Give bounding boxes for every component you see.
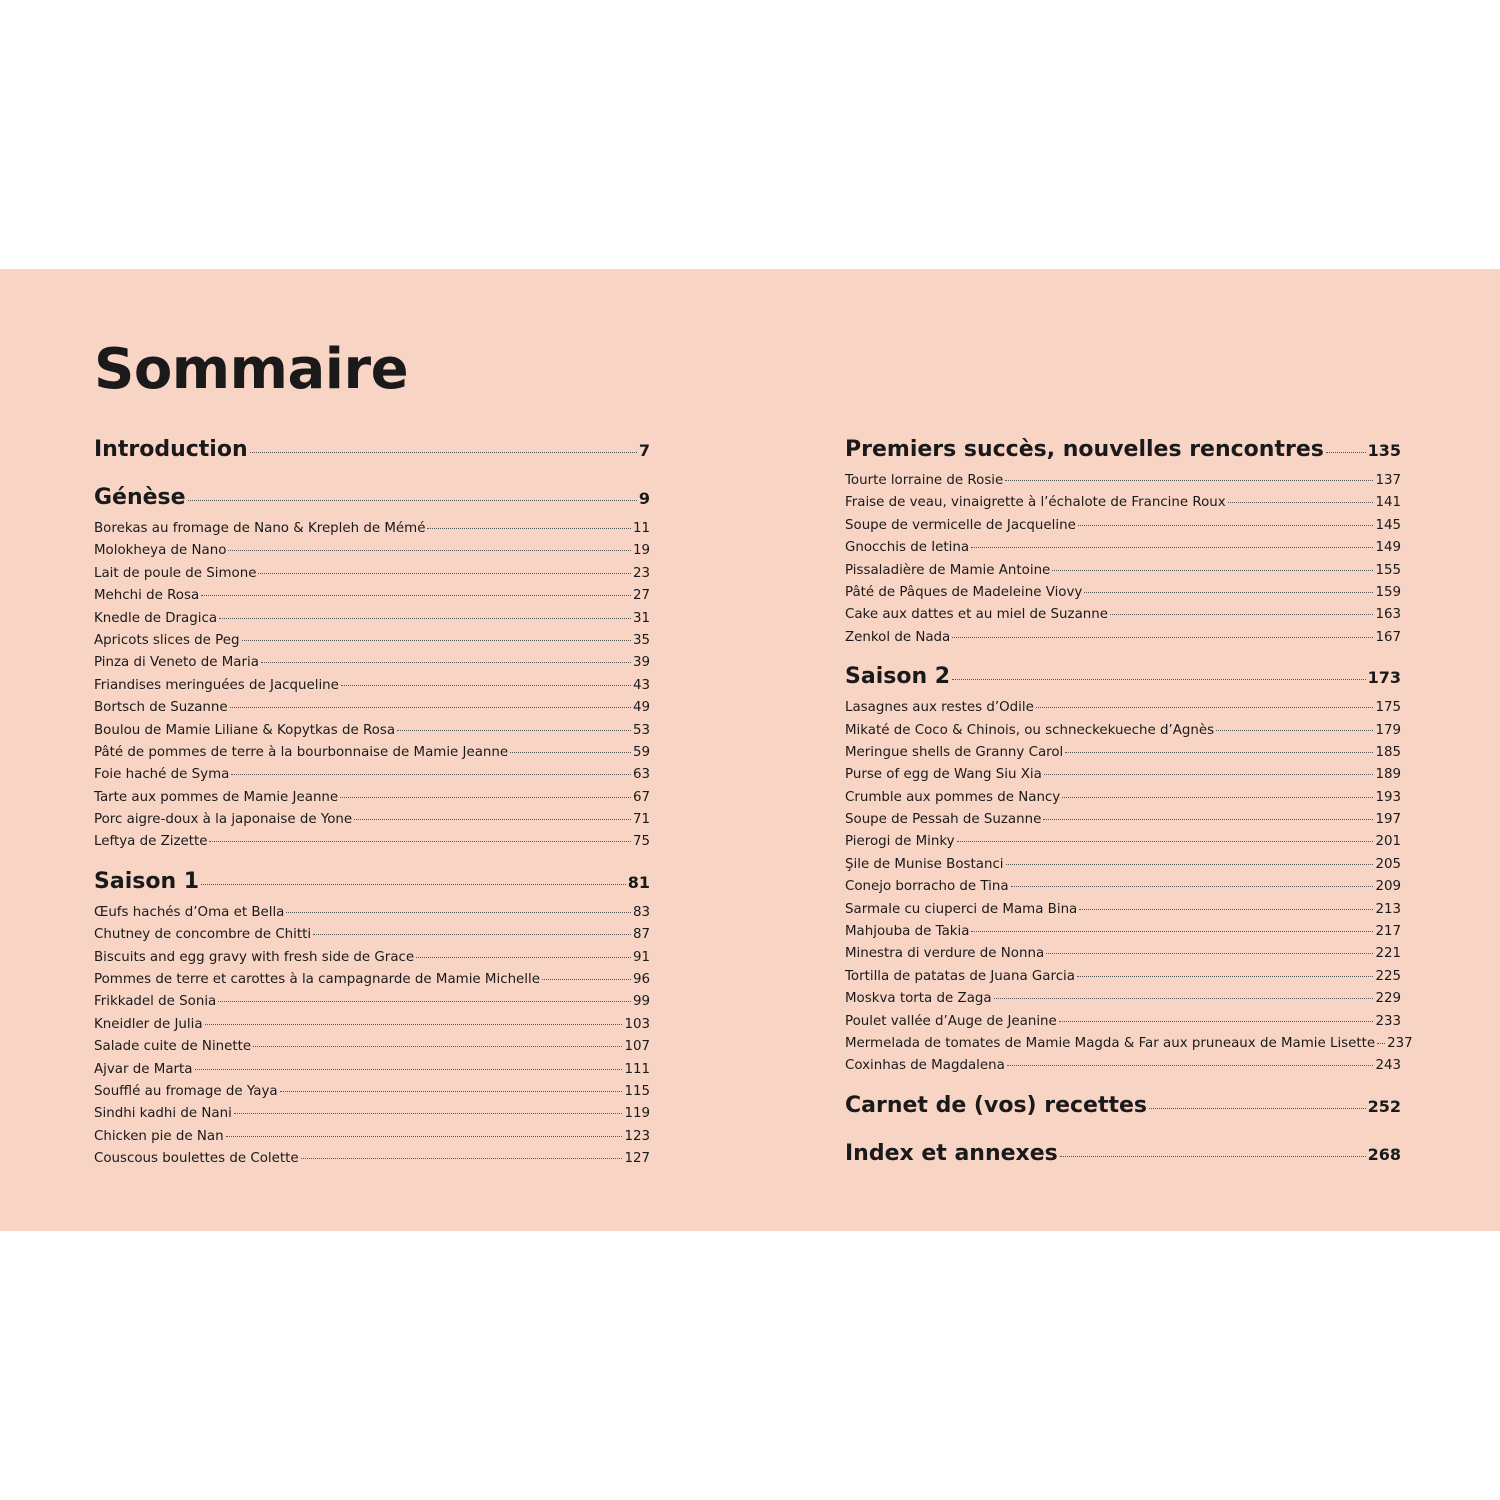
- dot-leader: [261, 662, 631, 663]
- toc-entry: [845, 1014, 1401, 1036]
- page-number: 233: [1375, 1013, 1401, 1029]
- dot-leader: [253, 1046, 622, 1047]
- toc-entry: [94, 566, 650, 588]
- page-number: 53: [632, 722, 650, 738]
- page-number: 123: [624, 1128, 650, 1144]
- entry-title: Mehchi de Rosa: [94, 588, 200, 604]
- page-number: 175: [1375, 700, 1401, 716]
- dot-leader: [188, 500, 637, 501]
- dot-leader: [427, 528, 631, 529]
- page-number: 193: [1375, 789, 1401, 805]
- page-number: 268: [1367, 1144, 1401, 1164]
- entry-title: Fraise de veau, vinaigrette à l’échalote de Francine Roux: [845, 495, 1226, 511]
- dot-leader: [952, 637, 1373, 638]
- toc-section-heading: [845, 664, 1401, 700]
- dot-leader: [205, 1024, 623, 1025]
- toc-section: [94, 869, 650, 1174]
- dot-leader: [1216, 730, 1373, 731]
- dot-leader: [1062, 797, 1373, 798]
- dot-leader: [1006, 864, 1374, 865]
- toc-section-heading: [845, 437, 1401, 473]
- dot-leader: [258, 573, 630, 574]
- toc-entry: [94, 1151, 650, 1173]
- dot-leader: [340, 797, 631, 798]
- entry-title: Friandises meringuées de Jacqueline: [94, 677, 339, 693]
- page-number: 96: [632, 972, 650, 988]
- toc-section-heading: [94, 869, 650, 905]
- dot-leader: [218, 1001, 631, 1002]
- toc-entry: [94, 611, 650, 633]
- toc-entry: [94, 1017, 650, 1039]
- entry-title: Conejo borracho de Tina: [845, 879, 1009, 895]
- entry-title: Pinza di Veneto de Maria: [94, 655, 259, 671]
- dot-leader: [1110, 614, 1373, 615]
- entry-title: Tarte aux pommes de Mamie Jeanne: [94, 789, 339, 805]
- page-number: 137: [1375, 473, 1401, 488]
- section-title: Introduction: [94, 437, 248, 462]
- toc-section-heading: [94, 485, 650, 521]
- toc-section-heading: [845, 1093, 1401, 1129]
- entry-title: Purse of egg de Wang Siu Xia: [845, 767, 1042, 783]
- toc-right-column: [845, 437, 1413, 1189]
- toc-section: [94, 485, 650, 857]
- page-number: 39: [632, 655, 650, 671]
- entry-title: Pommes de terre et carottes à la campagnarde de Mamie Michelle: [94, 972, 540, 988]
- entry-title: Bortsch de Suzanne: [94, 700, 228, 716]
- toc-entry: [845, 540, 1401, 562]
- toc-entry: [845, 1035, 1413, 1058]
- entry-title: Tourte lorraine de Rosie: [845, 473, 1004, 488]
- toc-entry: [845, 607, 1401, 629]
- page-number: 81: [627, 872, 650, 892]
- toc-section: [845, 664, 1413, 1081]
- entry-title: Lasagnes aux restes d’Odile: [845, 700, 1034, 716]
- toc-left-column: [94, 437, 650, 1186]
- toc-entry: [94, 633, 650, 655]
- page-number: 111: [624, 1061, 650, 1077]
- dot-leader: [280, 1091, 623, 1092]
- toc-entry: [94, 834, 650, 856]
- entry-title: Leftya de Zizette: [94, 834, 208, 850]
- entry-title: Tortilla de patatas de Juana Garcia: [845, 968, 1075, 984]
- entry-title: Œufs hachés d’Oma et Bella: [94, 904, 285, 920]
- page-number: 9: [638, 489, 650, 508]
- dot-leader: [1005, 480, 1373, 481]
- toc-entry: [845, 924, 1401, 946]
- page-number: 145: [1375, 517, 1401, 533]
- toc-entry: [94, 678, 650, 700]
- toc-entry: [845, 1058, 1401, 1080]
- entry-title: Gnocchis de Ietina: [845, 540, 970, 556]
- toc-entry: [94, 1039, 650, 1061]
- entry-title: Pâté de pommes de terre à la bourbonnaise de Mamie Jeanne: [94, 744, 509, 760]
- page-number: 27: [632, 588, 650, 604]
- dot-leader: [1078, 525, 1374, 526]
- toc-entry: [845, 902, 1401, 924]
- dot-leader: [231, 774, 631, 775]
- entry-title: Coxinhas de Magdalena: [845, 1058, 1005, 1074]
- page-number: 173: [1367, 668, 1401, 688]
- toc-entry: [94, 723, 650, 745]
- page-number: 185: [1375, 744, 1401, 760]
- page-number: 67: [632, 789, 650, 805]
- toc-section-heading: [94, 437, 650, 473]
- page-number: 107: [624, 1039, 650, 1055]
- entry-title: Salade cuite de Ninette: [94, 1039, 252, 1055]
- entry-title: Minestra di verdure de Nonna: [845, 946, 1045, 962]
- entry-title: Zenkol de Nada: [845, 629, 951, 645]
- entry-title: Soufflé au fromage de Yaya: [94, 1083, 278, 1099]
- toc-entry: [94, 994, 650, 1016]
- toc-entry: [845, 630, 1401, 652]
- entry-title: Sindhi kadhi de Nani: [94, 1106, 232, 1122]
- dot-leader: [301, 1158, 623, 1159]
- toc-entry: [94, 972, 650, 994]
- dot-leader: [1377, 1043, 1385, 1044]
- page-number: 237: [1387, 1035, 1413, 1051]
- dot-leader: [1007, 1065, 1374, 1066]
- toc-entry: [94, 700, 650, 722]
- page-number: 43: [632, 677, 650, 693]
- toc-entry: [845, 585, 1401, 607]
- toc-entry: [845, 812, 1401, 834]
- entry-title: Chutney de concombre de Chitti: [94, 927, 312, 943]
- entry-title: Knedle de Dragica: [94, 610, 218, 626]
- entry-title: Borekas au fromage de Nano & Krepleh de Mémé: [94, 521, 426, 536]
- toc-entry: [94, 927, 650, 949]
- dot-leader: [201, 595, 631, 596]
- dot-leader: [230, 707, 631, 708]
- entry-title: Couscous boulettes de Colette: [94, 1151, 299, 1167]
- dot-leader: [354, 819, 631, 820]
- page-number: 11: [632, 521, 650, 536]
- dot-leader: [1077, 976, 1373, 977]
- page-number: 115: [624, 1083, 650, 1099]
- entry-title: Lait de poule de Simone: [94, 565, 257, 581]
- dot-leader: [1052, 570, 1373, 571]
- dot-leader: [510, 752, 631, 753]
- page-number: 167: [1375, 629, 1401, 645]
- page-number: 189: [1375, 767, 1401, 783]
- page-number: 63: [632, 767, 650, 783]
- page-number: 7: [638, 441, 650, 460]
- toc-section: [845, 1093, 1401, 1129]
- page-number: 205: [1375, 856, 1401, 872]
- entry-title: Crumble aux pommes de Nancy: [845, 789, 1061, 805]
- dot-leader: [341, 685, 631, 686]
- section-title: Premiers succès, nouvelles rencontres: [845, 437, 1324, 462]
- dot-leader: [195, 1069, 623, 1070]
- toc-entry: [845, 473, 1401, 495]
- toc-entry: [94, 950, 650, 972]
- entry-title: Kneidler de Julia: [94, 1016, 203, 1032]
- dot-leader: [313, 934, 631, 935]
- dot-leader: [1046, 953, 1373, 954]
- section-title: Saison 2: [845, 664, 951, 690]
- page-number: 225: [1375, 968, 1401, 984]
- dot-leader: [1079, 909, 1373, 910]
- page-number: 252: [1367, 1096, 1401, 1116]
- dot-leader: [1044, 774, 1374, 775]
- entry-title: Meringue shells de Granny Carol: [845, 744, 1064, 760]
- entry-title: Cake aux dattes et au miel de Suzanne: [845, 607, 1108, 623]
- toc-entry: [94, 905, 650, 927]
- dot-leader: [1043, 819, 1373, 820]
- toc-entry: [845, 991, 1401, 1013]
- entry-title: Boulou de Mamie Liliane & Kopytkas de Rosa: [94, 722, 396, 738]
- entry-title: Mikaté de Coco & Chinois, ou schneckekueche d’Agnès: [845, 722, 1215, 738]
- dot-leader: [542, 979, 631, 980]
- toc-section: [94, 437, 650, 473]
- toc-entry: [94, 1084, 650, 1106]
- toc-entry: [94, 543, 650, 565]
- dot-leader: [1060, 1156, 1366, 1157]
- dot-leader: [397, 730, 631, 731]
- entry-title: Frikkadel de Sonia: [94, 994, 217, 1010]
- toc-entry: [94, 1106, 650, 1128]
- entry-title: Ajvar de Marta: [94, 1061, 193, 1077]
- dot-leader: [286, 912, 631, 913]
- page-number: 197: [1375, 812, 1401, 828]
- page-number: 149: [1375, 540, 1401, 556]
- page-number: 119: [624, 1106, 650, 1122]
- toc-entry: [845, 767, 1401, 789]
- dot-leader: [226, 1136, 623, 1137]
- page-number: 179: [1375, 722, 1401, 738]
- entry-title: Soupe de Pessah de Suzanne: [845, 812, 1042, 828]
- toc-entry: [845, 879, 1401, 901]
- section-title: Saison 1: [94, 868, 200, 894]
- toc-entry: [94, 767, 650, 789]
- page-number: 71: [632, 812, 650, 828]
- entry-title: Poulet vallée d’Auge de Jeanine: [845, 1013, 1057, 1029]
- page-number: 59: [632, 744, 650, 760]
- toc-entry: [845, 745, 1401, 767]
- dot-leader: [971, 931, 1373, 932]
- page-number: 99: [632, 994, 650, 1010]
- entry-title: Moskva torta de Zaga: [845, 991, 992, 1007]
- dot-leader: [201, 884, 626, 885]
- dot-leader: [209, 841, 630, 842]
- entry-title: Chicken pie de Nan: [94, 1128, 224, 1144]
- entry-title: Mahjouba de Takia: [845, 924, 970, 940]
- toc-entry: [94, 655, 650, 677]
- entry-title: Şile de Munise Bostanci: [845, 856, 1004, 872]
- toc-entry: [845, 495, 1401, 517]
- toc-entry: [845, 700, 1401, 722]
- dot-leader: [1011, 886, 1374, 887]
- section-title: Carnet de (vos) recettes: [845, 1092, 1148, 1118]
- page-number: 209: [1375, 879, 1401, 895]
- dot-leader: [416, 957, 631, 958]
- page-number: 103: [624, 1016, 650, 1032]
- page-number: 75: [632, 834, 650, 850]
- dot-leader: [1059, 1021, 1374, 1022]
- page-number: 141: [1375, 495, 1401, 511]
- page-number: 217: [1375, 924, 1401, 940]
- dot-leader: [994, 998, 1374, 999]
- toc-section: [845, 1141, 1401, 1177]
- entry-title: Pissaladière de Mamie Antoine: [845, 562, 1051, 578]
- dot-leader: [1065, 752, 1373, 753]
- entry-title: Porc aigre-doux à la japonaise de Yone: [94, 812, 353, 828]
- toc-entry: [845, 857, 1401, 879]
- toc-entry: [94, 521, 650, 543]
- page-number: 23: [632, 565, 650, 581]
- dot-leader: [1228, 502, 1374, 503]
- dot-leader: [1084, 592, 1373, 593]
- entry-title: Foie haché de Syma: [94, 767, 230, 783]
- page-number: 213: [1375, 901, 1401, 917]
- entry-title: Apricots slices de Peg: [94, 632, 240, 648]
- page-number: 49: [632, 700, 650, 716]
- toc-section: [845, 437, 1401, 652]
- entry-title: Pâté de Pâques de Madeleine Viovy: [845, 584, 1083, 600]
- dot-leader: [1036, 707, 1374, 708]
- toc-entry: [845, 790, 1401, 812]
- toc-entry: [94, 588, 650, 610]
- page-number: 87: [632, 927, 650, 943]
- toc-entry: [845, 723, 1401, 745]
- page-number: 135: [1367, 441, 1401, 460]
- toc-entry: [94, 812, 650, 834]
- dot-leader: [234, 1113, 623, 1114]
- dot-leader: [952, 679, 1366, 680]
- toc-section-heading: [845, 1141, 1401, 1177]
- page-number: 35: [632, 632, 650, 648]
- entry-title: Pierogi de Minky: [845, 834, 955, 850]
- section-title: Index et annexes: [845, 1140, 1058, 1166]
- toc-entry: [94, 745, 650, 767]
- toc-entry: [94, 1129, 650, 1151]
- page-number: 163: [1375, 607, 1401, 623]
- page-number: 19: [632, 543, 650, 559]
- entry-title: Biscuits and egg gravy with fresh side de Grace: [94, 949, 415, 965]
- section-title: Génèse: [94, 485, 186, 510]
- toc-entry: [845, 518, 1401, 540]
- entry-title: Molokheya de Nano: [94, 543, 227, 559]
- page-number: 201: [1375, 834, 1401, 850]
- book-page: [0, 269, 1500, 1231]
- page-number: 155: [1375, 562, 1401, 578]
- toc-entry: [845, 969, 1401, 991]
- page-number: 243: [1375, 1058, 1401, 1074]
- toc-entry: [845, 946, 1401, 968]
- dot-leader: [957, 841, 1374, 842]
- entry-title: Sarmale cu ciuperci de Mama Bina: [845, 901, 1078, 917]
- page-number: 31: [632, 610, 650, 626]
- page-title: Sommaire: [94, 337, 409, 402]
- page-number: 127: [624, 1151, 650, 1167]
- dot-leader: [250, 452, 637, 453]
- page-number: 91: [632, 949, 650, 965]
- toc-entry: [94, 790, 650, 812]
- entry-title: Soupe de vermicelle de Jacqueline: [845, 517, 1076, 533]
- toc-entry: [845, 834, 1401, 856]
- dot-leader: [971, 547, 1373, 548]
- dot-leader: [228, 550, 631, 551]
- toc-entry: [94, 1062, 650, 1084]
- dot-leader: [219, 618, 631, 619]
- dot-leader: [1149, 1108, 1366, 1109]
- toc-entry: [845, 563, 1401, 585]
- page-number: 221: [1375, 946, 1401, 962]
- page-number: 83: [632, 904, 650, 920]
- dot-leader: [1326, 452, 1366, 453]
- dot-leader: [242, 640, 631, 641]
- page-number: 229: [1375, 991, 1401, 1007]
- page-number: 159: [1375, 584, 1401, 600]
- entry-title: Mermelada de tomates de Mamie Magda & Far aux pruneaux de Mamie Lisette: [845, 1035, 1376, 1051]
